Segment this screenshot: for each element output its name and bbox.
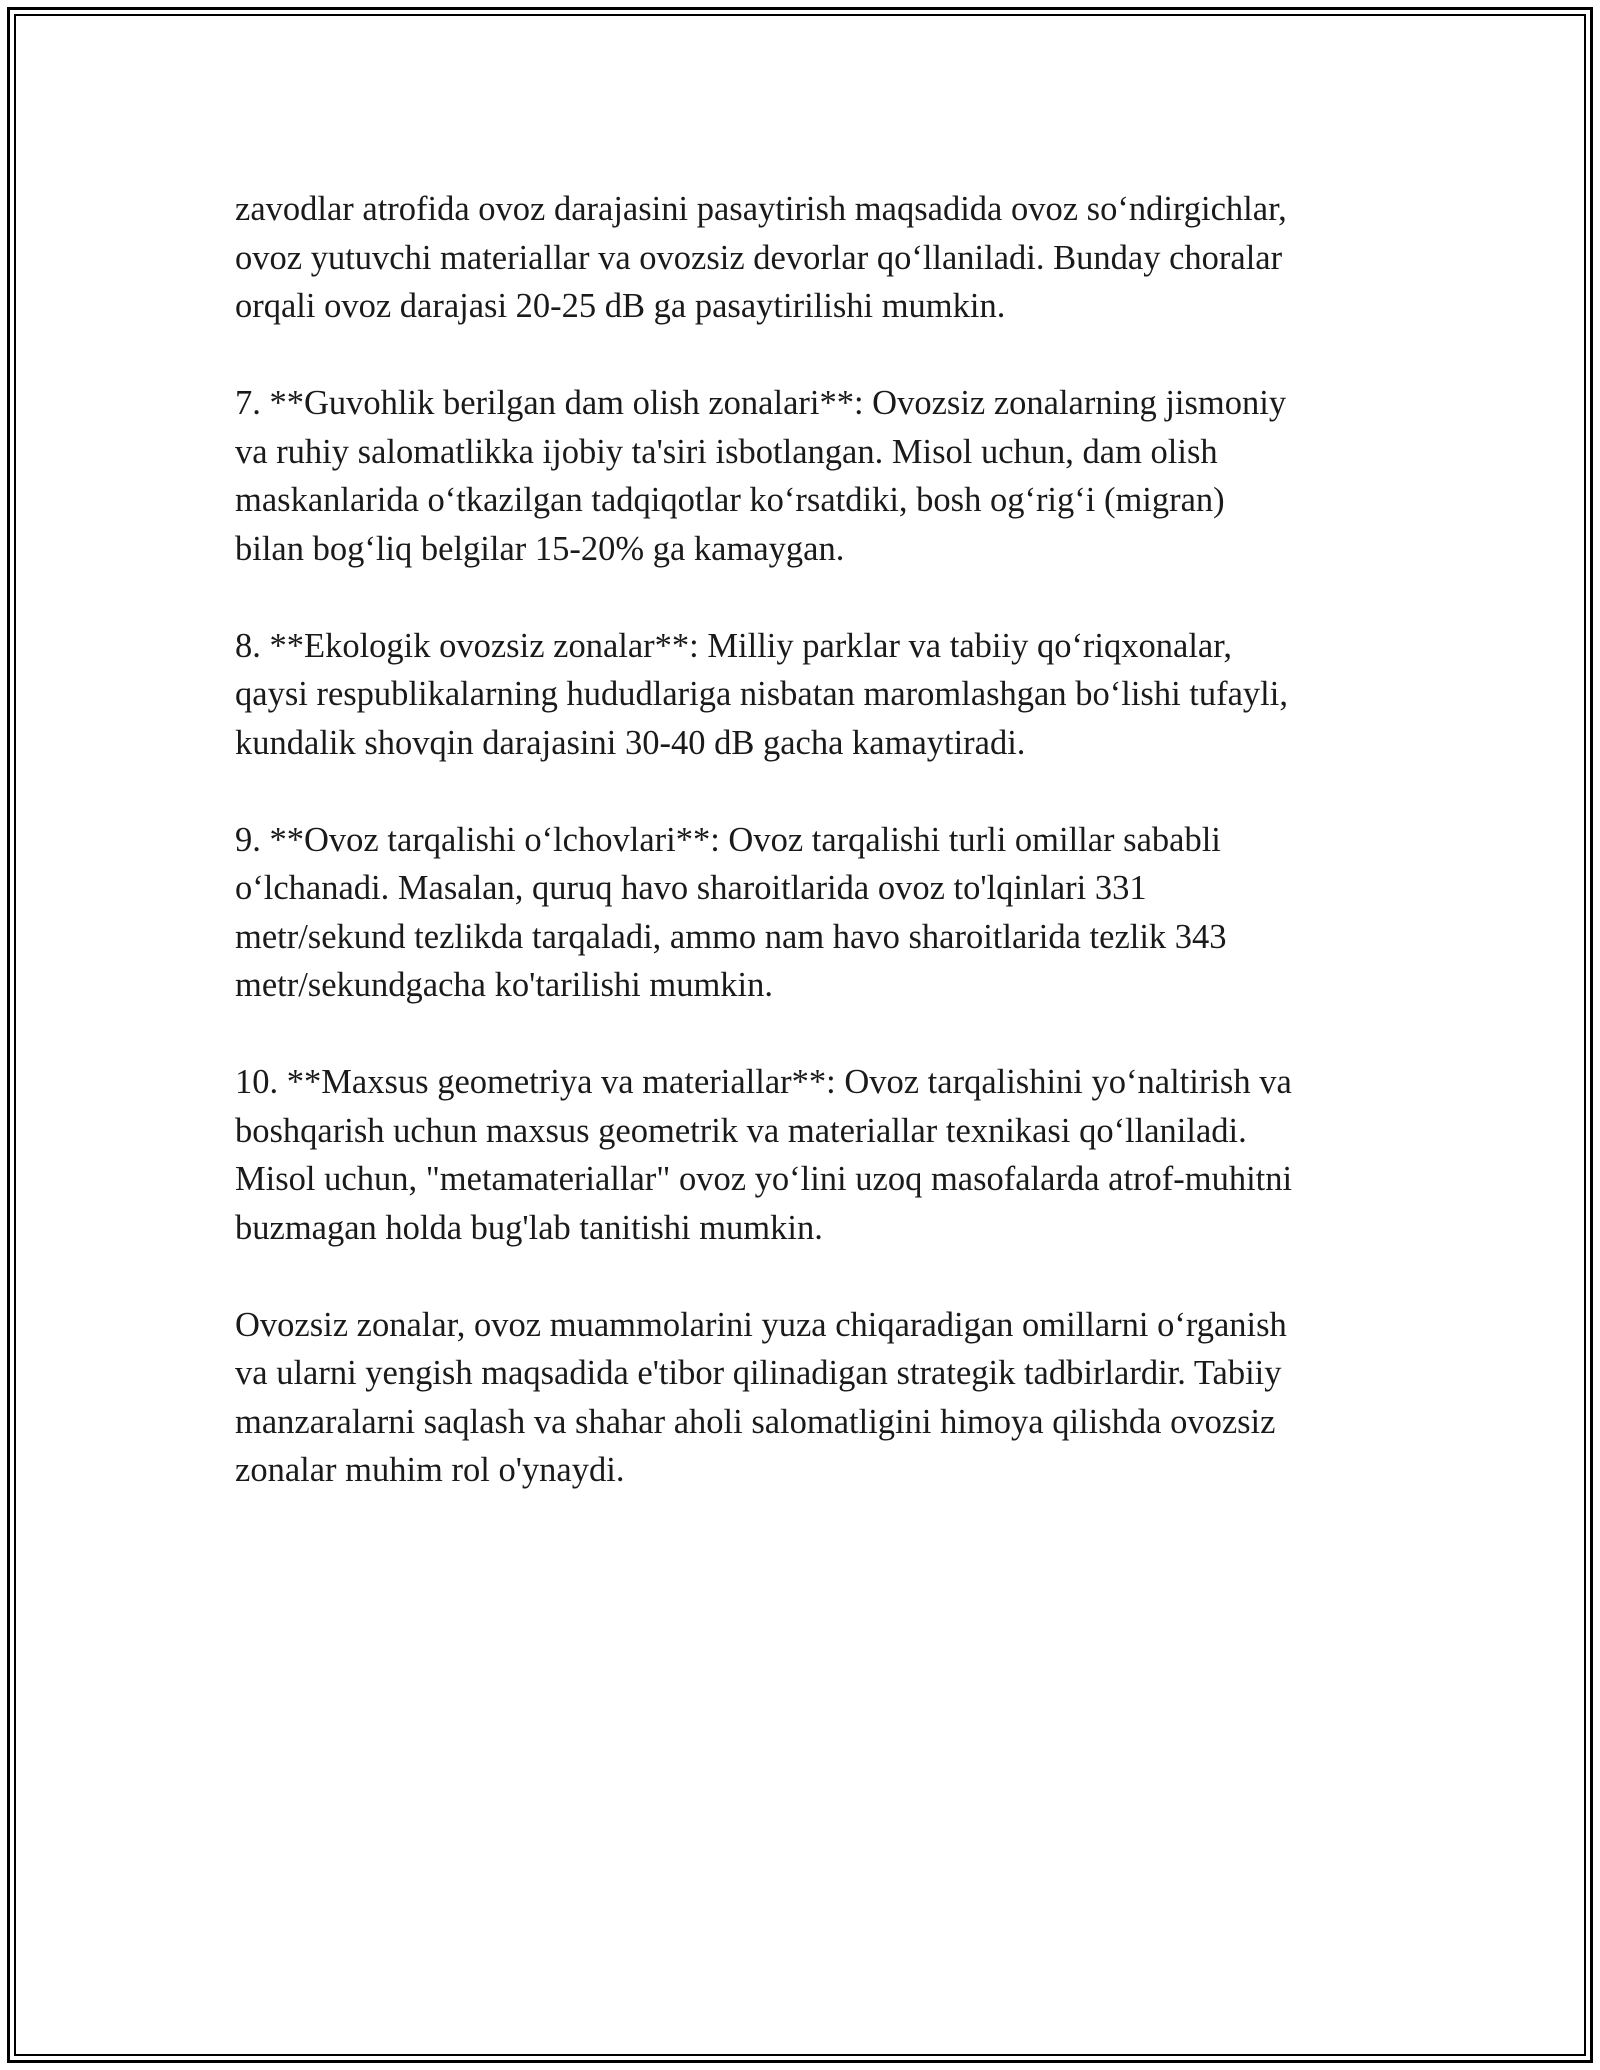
paragraph-item-7 (235, 379, 1365, 573)
text-line: o‘lchanadi. Masalan, quruq havo sharoitlarida ovoz to'lqinlari 331 (235, 869, 1147, 907)
text-line: qaysi respublikalarning hududlariga nisbatan maromlashgan bo‘lishi tufayli, (235, 675, 1288, 713)
text-line: va ularni yengish maqsadida e'tibor qilinadigan strategik tadbirlardir. Tabiiy (235, 1354, 1282, 1392)
text-line: maskanlarida o‘tkazilgan tadqiqotlar ko‘rsatdiki, bosh og‘rig‘i (migran) (235, 481, 1225, 519)
text-line: manzaralarni saqlash va shahar aholi salomatligini himoya qilishda ovozsiz (235, 1402, 1276, 1441)
text-line: orqali ovoz darajasi 20-25 dB ga pasaytirilishi mumkin. (235, 287, 1006, 325)
paragraph-item-10 (235, 1058, 1365, 1252)
text-line: zavodlar atrofida ovoz darajasini pasaytirish maqsadida ovoz so‘ndirgichlar, (235, 190, 1287, 228)
text-line: metr/sekund tezlikda tarqaladi, ammo nam havo sharoitlarida tezlik 343 (235, 917, 1227, 956)
text-line: ovoz yutuvchi materiallar va ovozsiz devorlar qo‘llaniladi. Bunday choralar (235, 238, 1283, 277)
text-line: zonalar muhim rol o'ynaydi. (235, 1451, 625, 1489)
text-line: 8. **Ekologik ovozsiz zonalar**: Milliy parklar va tabiiy qo‘riqxonalar, (235, 626, 1232, 665)
text-line: bilan bog‘liq belgilar 15-20% ga kamaygan. (235, 529, 845, 568)
paragraph-item-9 (235, 816, 1365, 1010)
text-line: Ovozsiz zonalar, ovoz muammolarini yuza chiqaradigan omillarni o‘rganish (235, 1305, 1287, 1344)
text-line: buzmagan holda bug'lab tanitishi mumkin. (235, 1208, 823, 1247)
text-line: 9. **Ovoz tarqalishi o‘lchovlari**: Ovoz tarqalishi turli omillar sababli (235, 820, 1221, 859)
document-body (235, 185, 1365, 1543)
text-line: 10. **Maxsus geometriya va materiallar**: Ovoz tarqalishini yo‘naltirish va (235, 1063, 1292, 1101)
text-line: 7. **Guvohlik berilgan dam olish zonalari**: Ovozsiz zonalarning jismoniy (235, 384, 1287, 422)
text-line: metr/sekundgacha ko'tarilishi mumkin. (235, 966, 773, 1004)
text-line: va ruhiy salomatlikka ijobiy ta'siri isbotlangan. Misol uchun, dam olish (235, 432, 1218, 471)
text-line: Misol uchun, "metamateriallar" ovoz yo‘lini uzoq masofalarda atrof-muhitni (235, 1160, 1293, 1198)
text-line: kundalik shovqin darajasini 30-40 dB gacha kamaytiradi. (235, 723, 1026, 762)
text-line: boshqarish uchun maxsus geometrik va materiallar texnikasi qo‘llaniladi. (235, 1111, 1247, 1150)
paragraph-conclusion (235, 1301, 1365, 1495)
paragraph-intro-continuation (235, 185, 1365, 331)
paragraph-item-8 (235, 622, 1365, 768)
